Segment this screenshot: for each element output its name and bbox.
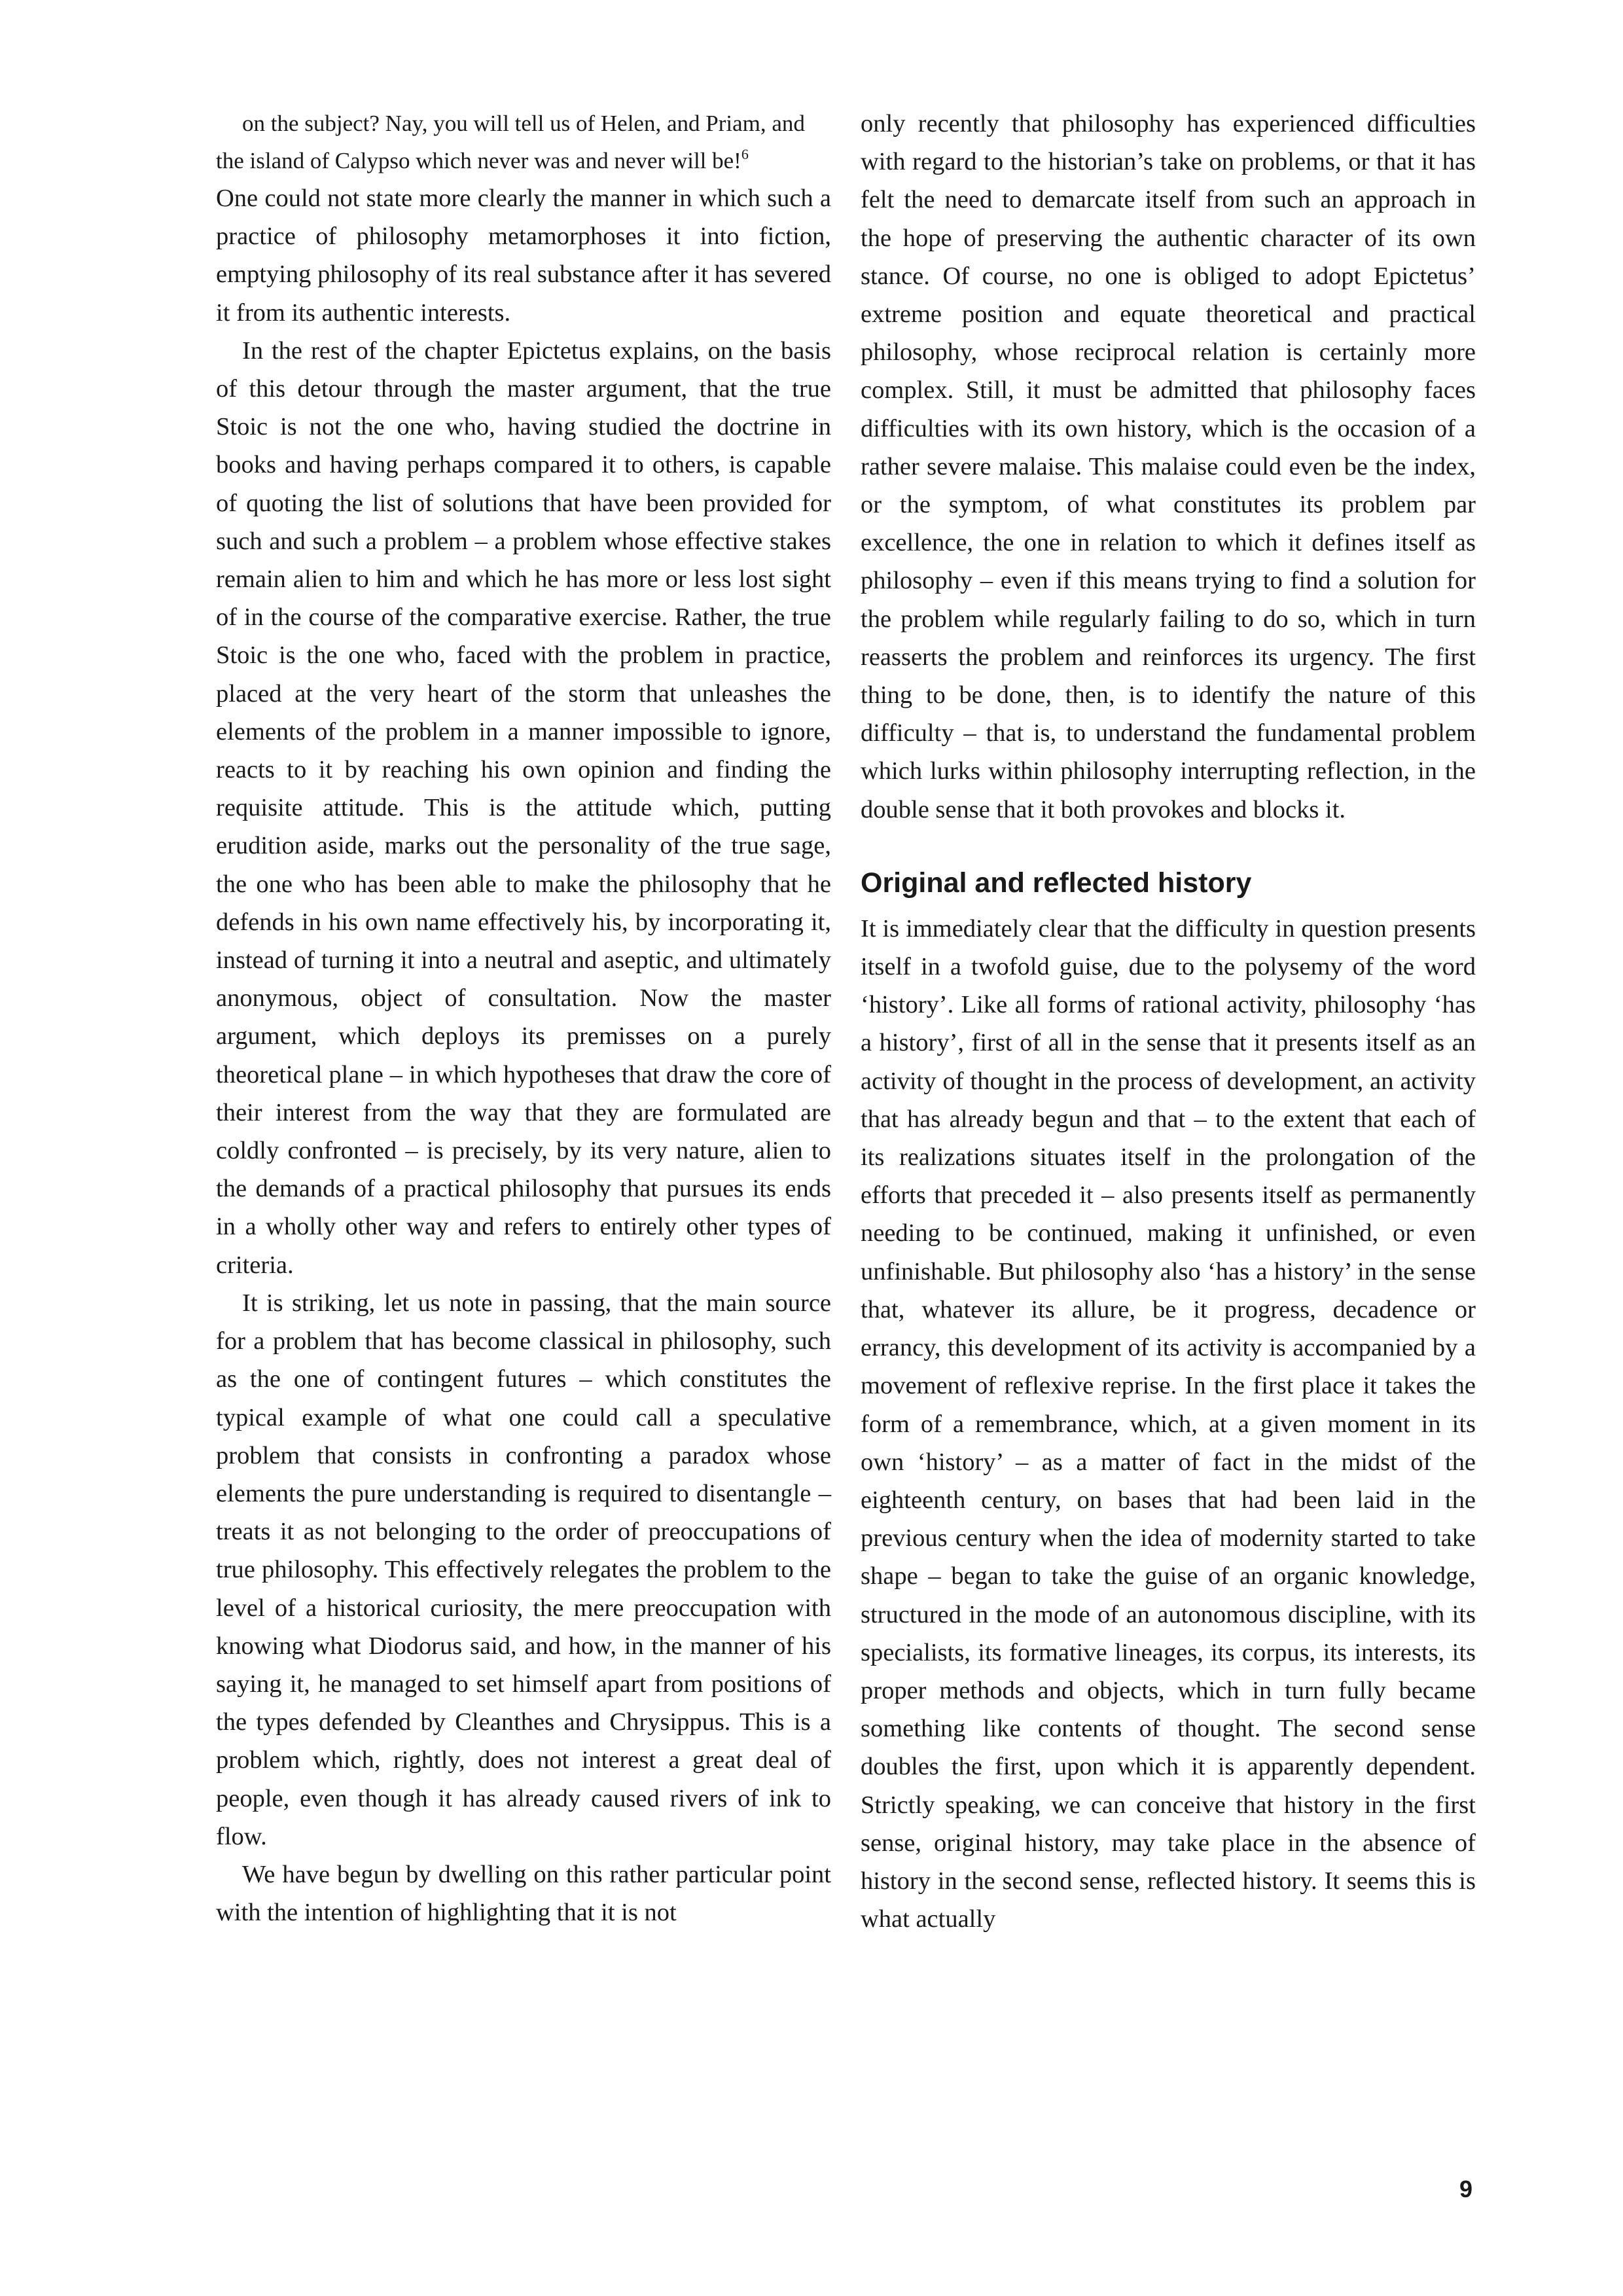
right-column: [861, 105, 1476, 1938]
blockquote: [216, 105, 831, 179]
paragraph: It is striking, let us note in passing, that the main source for a problem that has become classical in philosophy, such as the one of contingent futures – which constitutes the typical example of what one could call a speculative problem that consists in confronting a paradox whose elements the pure understanding is required to disentangle – treats it as not belonging to the order of preoccupations of true philosophy. This effectively relegates the problem to the level of a historical curiosity, the mere preoccupation with knowing what Diodorus said, and how, in the manner of his saying it, he managed to set himself apart from positions of the types defended by Cleanthes and Chrysippus. This is a problem which, rightly, does not interest a great deal of people, even though it has already caused rivers of ink to flow.: [216, 1289, 831, 1850]
section-heading: Original and reflected history: [861, 867, 1252, 899]
paragraph: In the rest of the chapter Epictetus explains, on the basis of this detour through the master argument, that the true Stoic is not the one who, having studied the doctrine in books and having perhaps compared it to others, is capable of quoting the list of solutions that have been provided for such and such a problem – a problem whose effective stakes remain alien to him and which he has more or less lost sight of in the course of the comparative exercise. Rather, the true Stoic is the one who, faced with the problem in practice, placed at the very heart of the storm that unleashes the elements of the problem in a manner impossible to ignore, reacts to it by reaching his own opinion and finding the requisite attitude. This is the attitude which, putting erudition aside, marks out the personality of the true sage, the one who has been able to make the philosophy that he defends in his own name effectively his, by incorporating it, instead of turning it into a neutral and aseptic, and ultimately anonymous, object of consultation. Now the master argument, which deploys its premisses on a purely theoretical plane – in which hypotheses that draw the core of their interest from the way that they are formulated are coldly confronted – is precisely, by its very nature, alien to the demands of a practical philosophy that pursues its ends in a wholly other way and refers to entirely other types of criteria.: [216, 336, 831, 1279]
left-column: [216, 105, 831, 1931]
page-number: 9: [1459, 2176, 1472, 2202]
paragraph-continued: only recently that philosophy has experienced difficulties with regard to the historian’s take on problems, or that it has felt the need to demarcate itself from such an approach in the hope of preserving the authentic character of its own stance. Of course, no one is obliged to adopt Epictetus’ extreme position and equate theoretical and practical philosophy, whose reciprocal relation is certainly more complex. Still, it must be admitted that philosophy faces difficulties with its own history, which is the occasion of a rather severe malaise. This malaise could even be the index, or the symptom, of what constitutes its problem par excellence, the one in relation to which it defines itself as philosophy – even if this means trying to find a solution for the problem while regularly failing to do so, which in turn reasserts the problem and reinforces its urgency. The first thing to be done, then, is to identify the nature of this difficulty – that is, to understand the fundamental problem which lurks within philosophy interrupting reflection, in the double sense that it both provokes and blocks it.: [861, 110, 1476, 823]
paragraph: One could not state more clearly the manner in which such a practice of philosophy metamorphoses it into fiction, emptying philosophy of its real substance after it has severed it from its authentic interests.: [216, 185, 831, 327]
paragraph: It is immediately clear that the difficulty in question presents itself in a twofold guise, due to the polysemy of the word ‘history’. Like all forms of rational activity, philosophy ‘has a history’, first of all in the sense that it presents itself as an activity of thought in the process of development, an activity that has already begun and that – to the extent that each of its realizations situates itself in the prolongation of the efforts that preceded it – also presents itself as permanently needing to be continued, making it unfinished, or even unfinishable. But philosophy also ‘has a history’ in the sense that, whatever its allure, be it progress, decadence or errancy, this development of its activity is accompanied by a movement of reflexive reprise. In the first place it takes the form of a remembrance, which, at a given moment in its own ‘history’ – as a matter of fact in the midst of the eighteenth century, on bases that had been laid in the previous century when the idea of modernity started to take shape – began to take the guise of an organic knowledge, structured in the mode of an autonomous discipline, with its specialists, its formative lineages, its corpus, its interests, its proper methods and objects, which in turn fully became something like contents of thought. The second sense doubles the first, upon which it is apparently dependent. Strictly speaking, we can conceive that history in the first sense, original history, may take place in the absence of history in the second sense, reflected history. It seems this is what actually: [861, 914, 1476, 1933]
footnote-reference: 6: [741, 146, 749, 162]
blockquote-text: on the subject? Nay, you will tell us of Helen, and Priam, and the island of Calypso which never was and never will be!: [216, 111, 805, 173]
paragraph: We have begun by dwelling on this rather particular point with the intention of highlighting that it is not: [216, 1860, 831, 1927]
